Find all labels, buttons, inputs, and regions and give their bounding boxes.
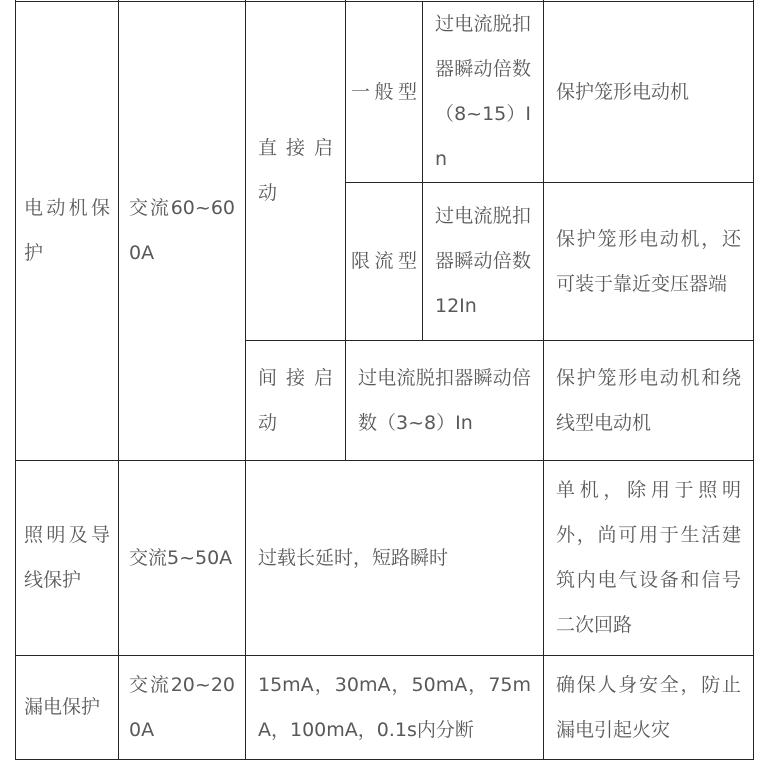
cell-leakage-category: 漏电保护 xyxy=(16,656,119,760)
cell-leakage-characteristics: 15mA，30mA，50mA，75mA，100mA，0.1s内分断 xyxy=(246,656,544,760)
row-leakage xyxy=(16,656,754,760)
cell-motor-indirect-trip: 过电流脱扣器瞬动倍数（3~8）In xyxy=(346,341,544,461)
row-lighting xyxy=(16,461,754,656)
cell-motor-indirect-start: 间接启动 xyxy=(246,341,346,461)
protection-table xyxy=(15,0,754,760)
cell-motor-limiting-trip: 过电流脱扣器瞬动倍数12In xyxy=(423,183,544,341)
cell-motor-category: 电动机保护 xyxy=(16,2,119,461)
row-motor-direct-general xyxy=(16,2,754,183)
cell-lighting-use: 单机，除用于照明外，尚可用于生活建筑内电气设备和信号二次回路 xyxy=(544,461,754,656)
cell-motor-current-range: 交流60~600A xyxy=(119,2,246,461)
cell-lighting-current-range: 交流5~50A xyxy=(119,461,246,656)
cell-motor-direct-start: 直接启动 xyxy=(246,2,346,341)
cell-lighting-category: 照明及导线保护 xyxy=(16,461,119,656)
cell-motor-general-type: 一般型 xyxy=(346,2,423,183)
cell-motor-general-trip: 过电流脱扣器瞬动倍数（8~15）In xyxy=(423,2,544,183)
cell-motor-indirect-use: 保护笼形电动机和绕线型电动机 xyxy=(544,341,754,461)
cell-motor-general-use: 保护笼形电动机 xyxy=(544,2,754,183)
cell-motor-limiting-type: 限流型 xyxy=(346,183,423,341)
cell-lighting-characteristics: 过载长延时，短路瞬时 xyxy=(246,461,544,656)
cell-motor-limiting-use: 保护笼形电动机，还可装于靠近变压器端 xyxy=(544,183,754,341)
cell-leakage-current-range: 交流20~200A xyxy=(119,656,246,760)
cell-leakage-use: 确保人身安全，防止漏电引起火灾 xyxy=(544,656,754,760)
